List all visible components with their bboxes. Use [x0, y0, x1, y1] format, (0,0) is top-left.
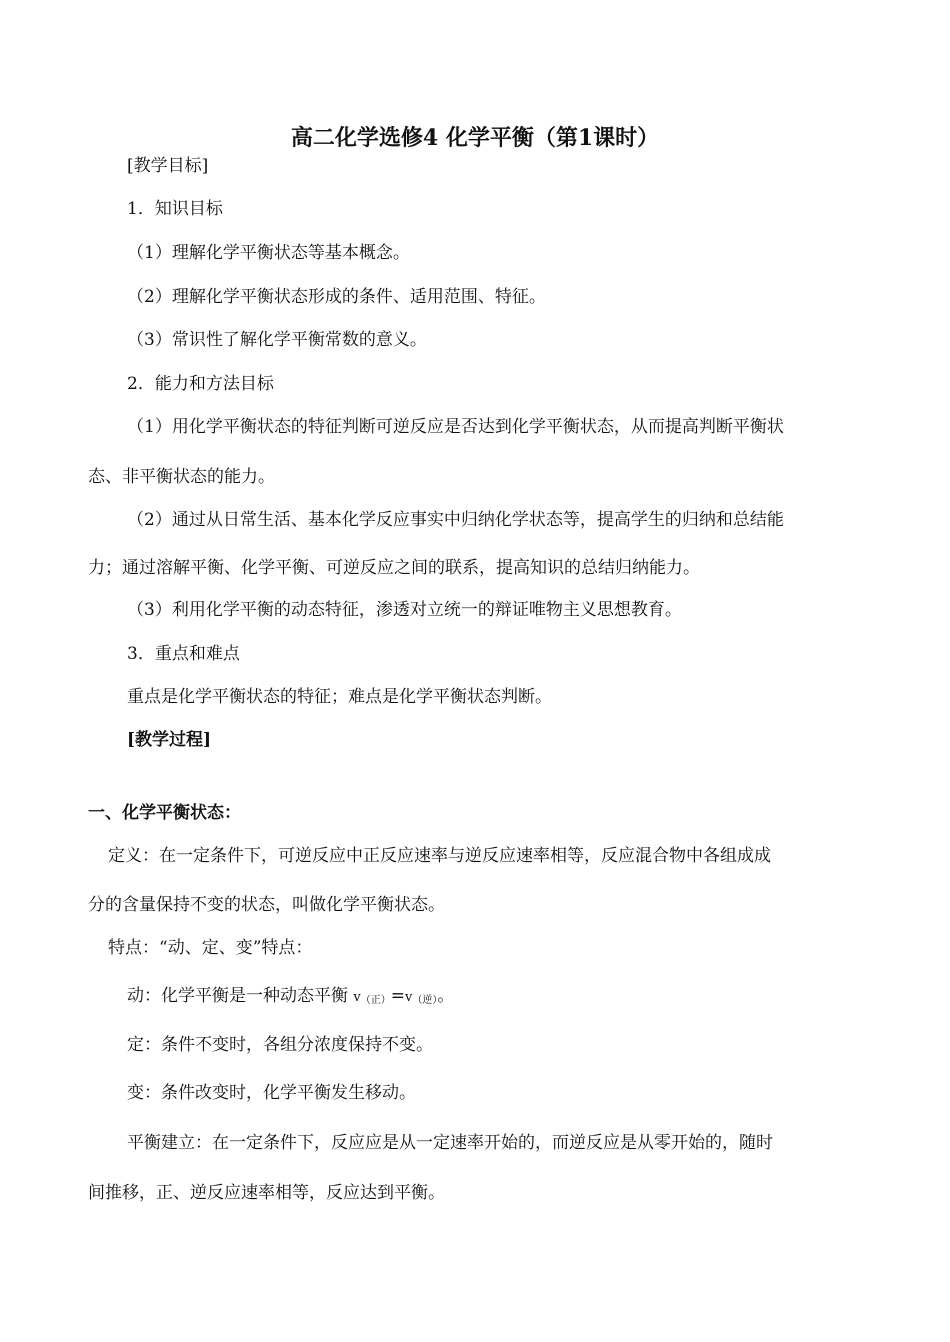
features-intro: 特点：“动、定、变”特点： — [108, 938, 313, 958]
ability-item-3: （3）利用化学平衡的动态特征，渗透对立统一的辩证唯物主义思想教育。 — [127, 600, 682, 620]
ability-item-2-line-2: 力；通过溶解平衡、化学平衡、可逆反应之间的联系，提高知识的总结归纳能力。 — [88, 558, 700, 578]
knowledge-item-2: （2）理解化学平衡状态形成的条件、适用范围、特征。 — [127, 287, 546, 307]
establish-line-1: 平衡建立：在一定条件下，反应应是从一定速率开始的，而逆反应是从零开始的，随时 — [127, 1133, 773, 1153]
ability-item-1-line-2: 态、非平衡状态的能力。 — [88, 467, 275, 487]
definition-line-1: 定义：在一定条件下，可逆反应中正反应速率与逆反应速率相等，反应混合物中各组成成 — [108, 846, 771, 866]
forward-subscript: （正） — [360, 995, 391, 1006]
knowledge-heading: 1．知识目标 — [127, 199, 223, 219]
page-title: 高二化学选修4 化学平衡（第1课时） — [290, 125, 660, 151]
equals-sign: = — [390, 986, 406, 1006]
definition-line-2: 分的含量保持不变的状态，叫做化学平衡状态。 — [88, 895, 445, 915]
feature-ding: 定：条件不变时，各组分浓度保持不变。 — [127, 1035, 433, 1055]
section-1-heading: 一、化学平衡状态： — [88, 803, 241, 823]
reverse-subscript: （逆） — [412, 995, 438, 1006]
key-points-heading: 3．重点和难点 — [127, 644, 240, 664]
v-forward-symbol: v — [353, 990, 361, 1005]
knowledge-item-1: （1）理解化学平衡状态等基本概念。 — [127, 243, 410, 263]
v-reverse-symbol: v — [405, 990, 413, 1005]
feature-bian: 变：条件改变时，化学平衡发生移动。 — [127, 1083, 416, 1103]
feature-dong-suffix: 。 — [437, 986, 455, 1006]
knowledge-item-3: （3）常识性了解化学平衡常数的意义。 — [127, 330, 427, 350]
feature-dong-prefix: 动：化学平衡是一种动态平衡 — [127, 986, 354, 1006]
objectives-heading: [教学目标] — [127, 156, 209, 176]
key-points-text: 重点是化学平衡状态的特征；难点是化学平衡状态判断。 — [127, 687, 552, 707]
establish-line-2: 间推移，正、逆反应速率相等，反应达到平衡。 — [88, 1183, 445, 1203]
ability-heading: 2．能力和方法目标 — [127, 374, 274, 394]
ability-item-2-line-1: （2）通过从日常生活、基本化学反应事实中归纳化学状态等，提高学生的归纳和总结能 — [127, 510, 784, 530]
feature-dong — [127, 985, 454, 1012]
process-heading: [教学过程] — [127, 730, 212, 750]
ability-item-1-line-1: （1）用化学平衡状态的特征判断可逆反应是否达到化学平衡状态，从而提高判断平衡状 — [127, 417, 784, 437]
